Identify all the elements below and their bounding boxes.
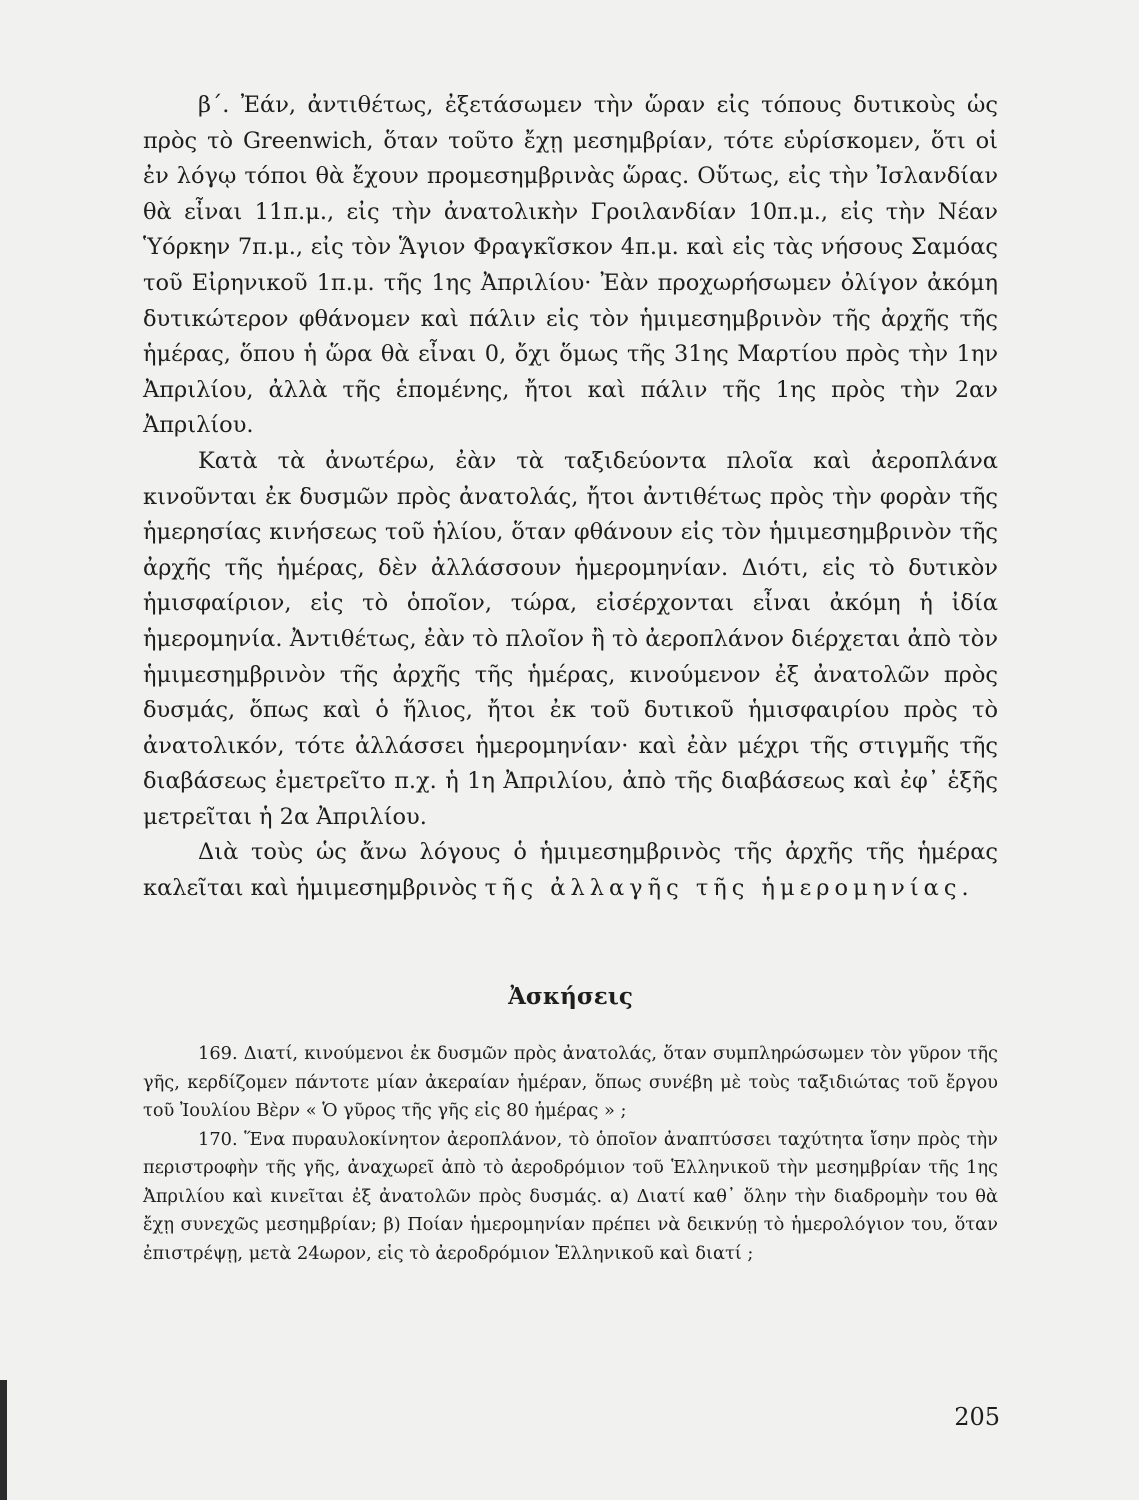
paragraph-2: Κατὰ τὰ ἀνωτέρω, ἐὰν τὰ ταξιδεύοντα πλοῖα καὶ ἀεροπλάνα κινοῦνται ἐκ δυσμῶν πρὸς ἀνατολάς, ἤτοι ἀντιθέτως πρὸς τὴν φορὰν τῆς ἡμερησίας κινήσεως τοῦ ἡλίου, ὅταν φθάνουν εἰς τὸν ἡμιμεσημβρινὸν τῆς ἀρχῆς τῆς ἡμέρας, δὲν ἀλλάσσουν ἡμερομηνίαν. Διότι, εἰς τὸ δυτικὸν ἡμισφαίριον, εἰς τὸ ὁποῖον, τώρα, εἰσέρχονται εἶναι ἀκόμη ἡ ἰδία ἡμερομηνία. Ἀντιθέτως, ἐὰν τὸ πλοῖον ἢ τὸ ἀεροπλάνον διέρχεται ἀπὸ τὸν ἡμιμεσημβρινὸν τῆς ἀρχῆς τῆς ἡμέρας, κινούμενον ἐξ ἀνατολῶν πρὸς δυσμάς, ὅπως καὶ ὁ ἥλιος, ἤτοι ἐκ τοῦ δυτικοῦ ἡμισφαιρίου πρὸς τὸ ἀνατολικόν, τότε ἀλλάσσει ἡμερομηνίαν· καὶ ἐὰν μέχρι τῆς στιγμῆς τῆς διαβάσεως ἐμετρεῖτο π.χ. ἡ 1η Ἀπριλίου, ἀπὸ τῆς διαβάσεως καὶ ἐφ᾽ ἑξῆς μετρεῖται ἡ 2α Ἀπριλίου. bbox=[143, 447, 998, 830]
paragraph-1: β΄. Ἐάν, ἀντιθέτως, ἐξετάσωμεν τὴν ὥραν εἰς τόπους δυτικοὺς ὡς πρὸς τὸ Greenwich, ὅταν τοῦτο ἔχῃ μεσημβρίαν, τότε εὑρίσκομεν, ὅτι οἱ ἐν λόγῳ τόποι θὰ ἔχουν προμεσημβρινὰς ὥρας. Οὕτως, εἰς τὴν Ἰσλανδίαν θὰ εἶναι 11π.μ., εἰς τὴν ἀνατολικὴν Γροιλανδίαν 10π.μ., εἰς τὴν Νέαν Ὑόρκην 7π.μ., εἰς τὸν Ἅγιον Φραγκῖσκον 4π.μ. καὶ εἰς τὰς νήσους Σαμόας τοῦ Εἰρηνικοῦ 1π.μ. τῆς 1ης Ἀπριλίου· Ἐὰν προχωρήσωμεν ὀλίγον ἀκόμη δυτικώτερον φθάνομεν καὶ πάλιν εἰς τὸν ἡμιμεσημβρινὸν τῆς ἀρχῆς τῆς ἡμέρας, ὅπου ἡ ὥρα θὰ εἶναι 0, ὄχι ὅμως τῆς 31ης Μαρτίου πρὸς τὴν 1ην Ἀπριλίου, ἀλλὰ τῆς ἑπομένης, ἤτοι καὶ πάλιν τῆς 1ης πρὸς τὴν 2αν Ἀπριλίου. bbox=[143, 92, 998, 439]
exercise-170: 170. Ἕνα πυραυλοκίνητον ἀεροπλάνον, τὸ ὁποῖον ἀναπτύσσει ταχύτητα ἴσην πρὸς τὴν περιστροφὴν τῆς γῆς, ἀναχωρεῖ ἀπὸ τὸ ἀεροδρόμιον τοῦ Ἑλληνικοῦ τὴν μεσημβρίαν τῆς 1ης Ἀπριλίου καὶ κινεῖται ἐξ ἀνατολῶν πρὸς δυσμάς. α) Διατί καθ᾽ ὅλην τὴν διαδρομὴν του θὰ ἔχῃ συνεχῶς μεσημβρίαν; β) Ποίαν ἡμερομηνίαν πρέπει νὰ δεικνύῃ τὸ ἡμερολόγιον του, ὅταν ἐπιστρέψῃ, μετὰ 24ωρον, εἰς τὸ ἀεροδρόμιον Ἑλληνικοῦ καὶ διατί ; bbox=[143, 1128, 998, 1264]
paragraph-3-lead: Διὰ τοὺς ὡς ἄνω λόγους ὁ ἡμιμεσημβρινὸς τῆς ἀρχῆς τῆς ἡμέρας καλεῖται καὶ ἡμιμεσημβρινὸς bbox=[143, 839, 998, 902]
paragraph-3 bbox=[143, 835, 998, 906]
paragraph-3-emphasis: τῆς ἀλλαγῆς τῆς ἡμερομηνίας. bbox=[484, 875, 974, 902]
page-number: 205 bbox=[954, 1403, 1000, 1431]
section-heading: Ἀσκήσεις bbox=[508, 983, 633, 1010]
scan-edge-shadow bbox=[0, 1380, 7, 1500]
main-text bbox=[143, 88, 998, 907]
exercises-list bbox=[143, 1040, 998, 1268]
exercise-169: 169. Διατί, κινούμενοι ἐκ δυσμῶν πρὸς ἀνατολάς, ὅταν συμπληρώσωμεν τὸν γῦρον τῆς γῆς, κερδίζομεν πάντοτε μίαν ἀκεραίαν ἡμέραν, ὅπως συνέβη μὲ τοὺς ταξιδιώτας τοῦ ἔργου τοῦ Ἰουλίου Βὲρν « Ὁ γῦρος τῆς γῆς εἰς 80 ἡμέρας » ; bbox=[143, 1043, 998, 1121]
